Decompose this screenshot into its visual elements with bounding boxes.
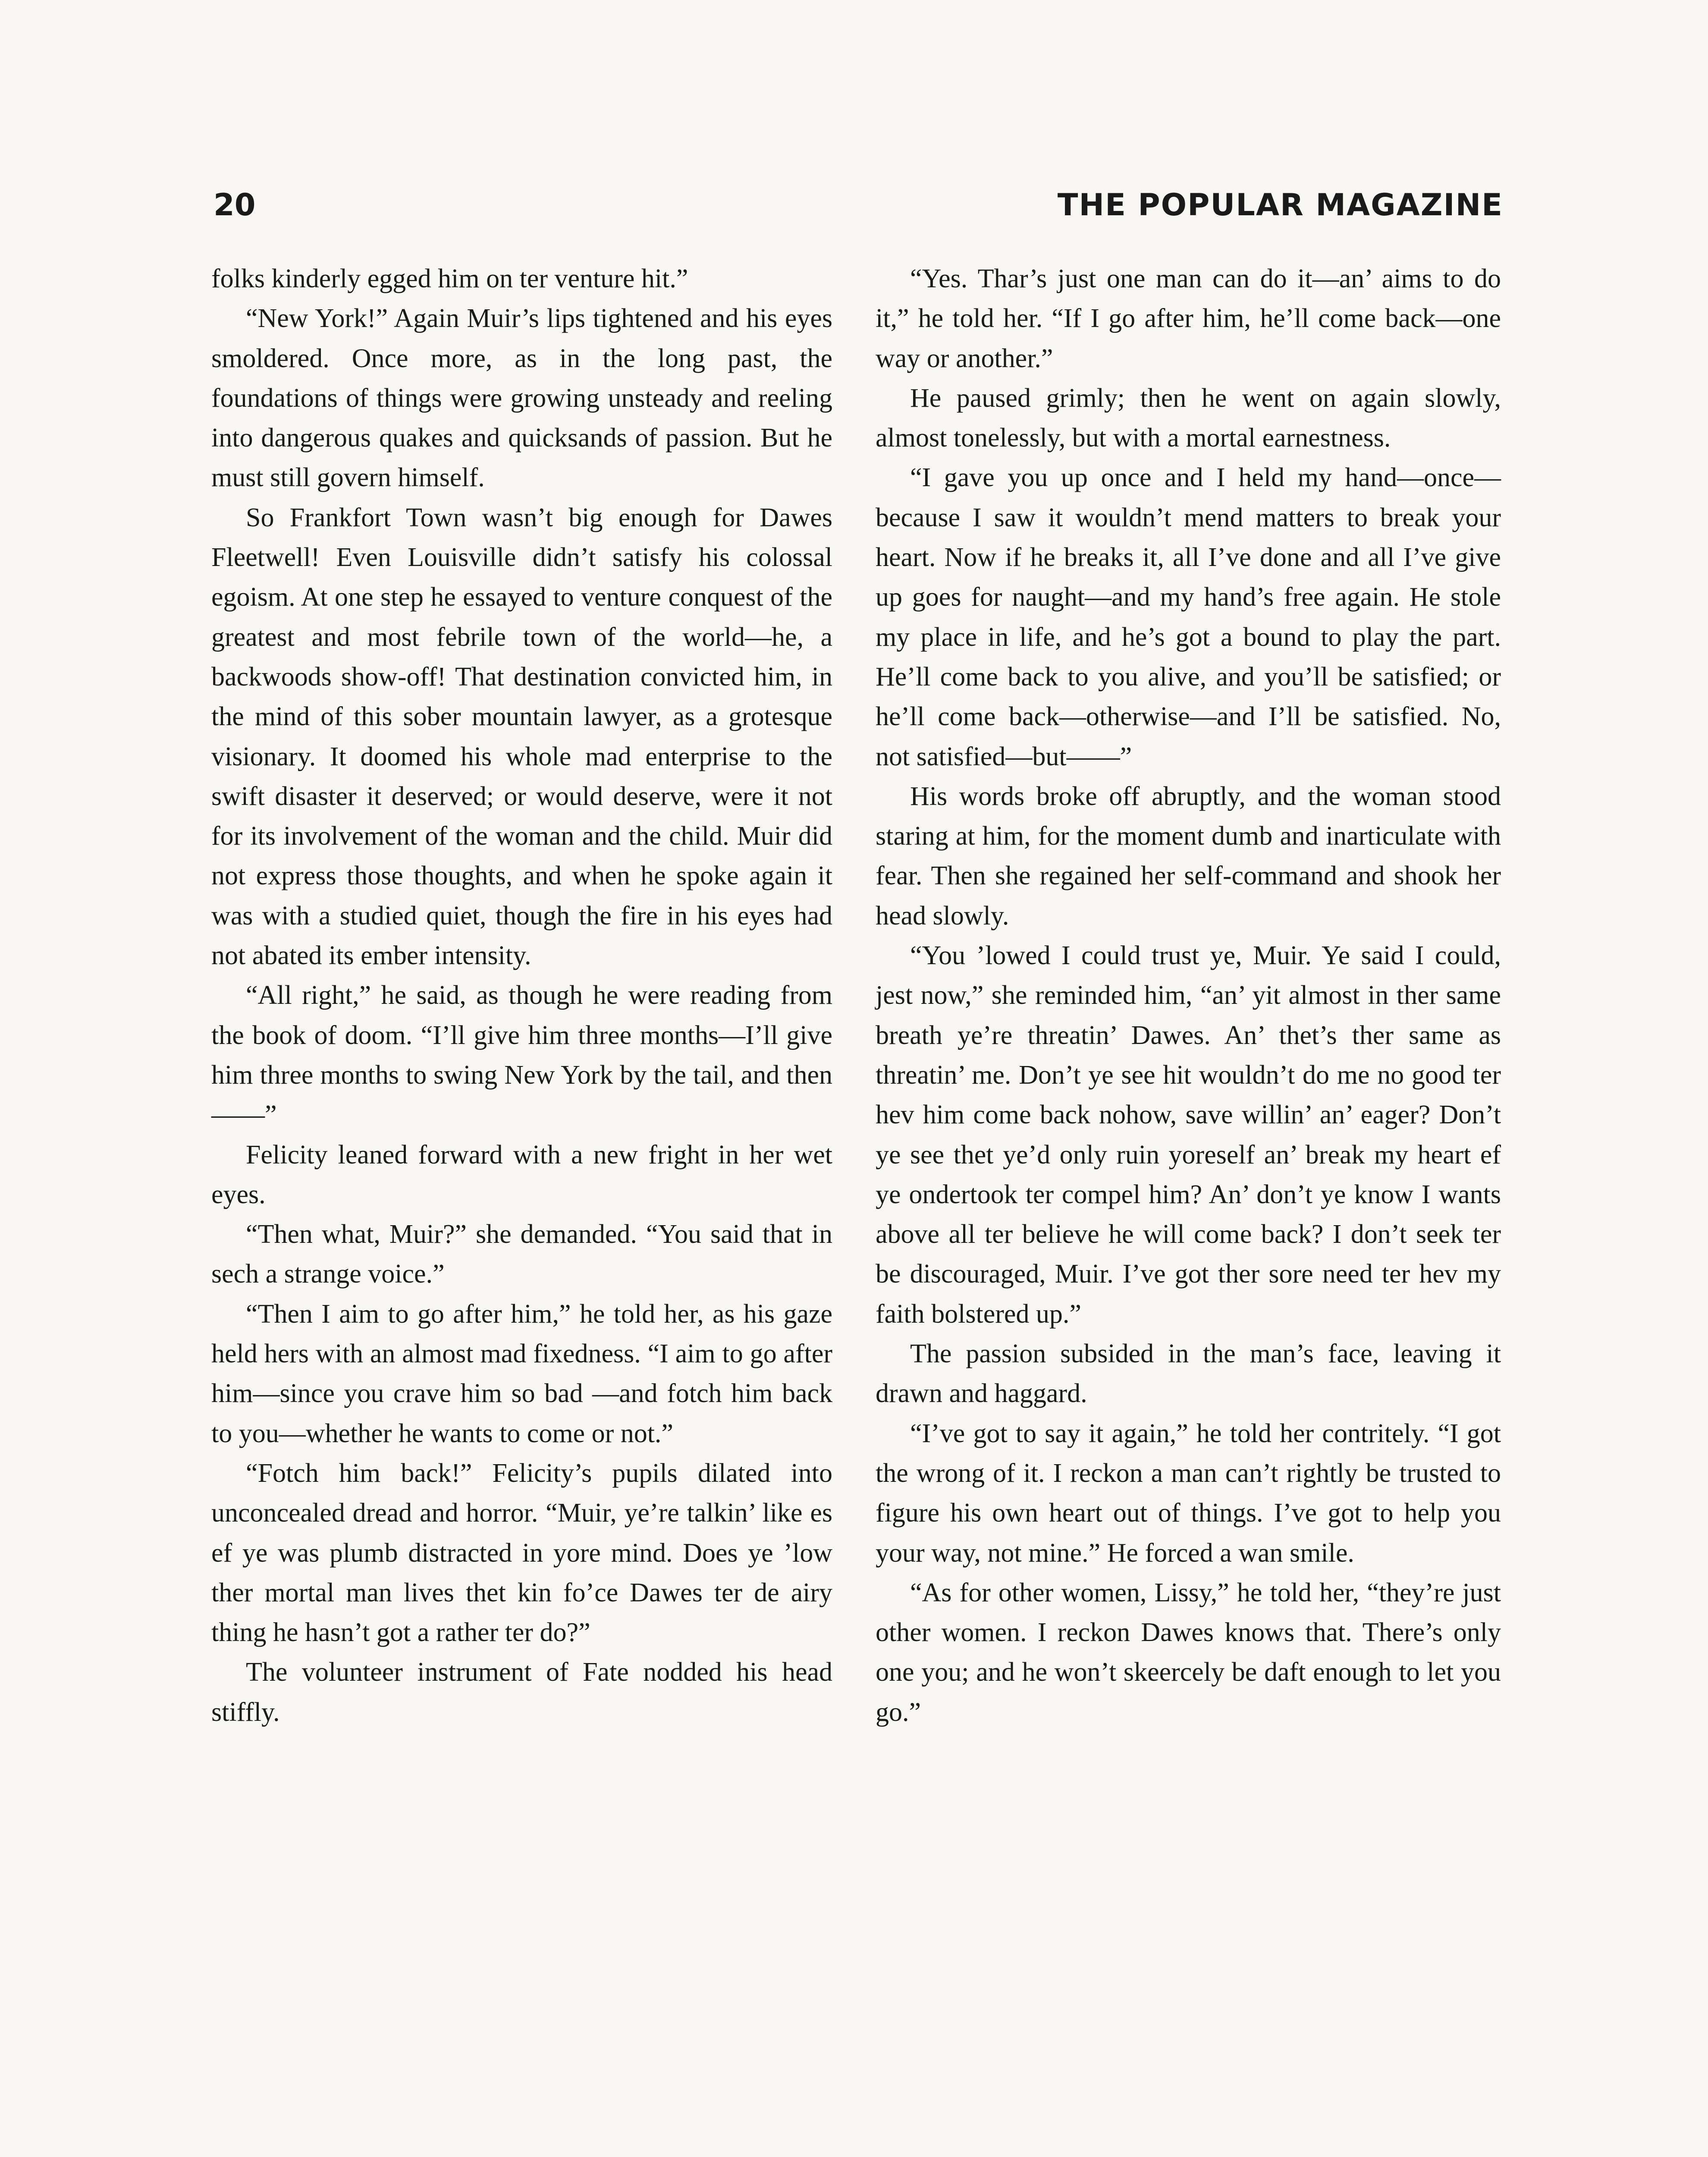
paragraph: “Fotch him back!” Felicity’s pupils dilated into unconcealed dread and horror. “Muir, ye’re talkin’ like es ef ye was plumb distracted in yore mind. Does ye ’low ther mortal man lives thet kin fo’ce Dawes ter de airy thing he hasn’t got a rather ter do?” bbox=[211, 1458, 832, 1648]
paragraph: “I’ve got to say it again,” he told her contritely. “I got the wrong of it. I reckon a man can’t rightly be trusted to figure his own heart out of things. I’ve got to help you your way, not mine.” He forced a wan smile. bbox=[876, 1418, 1501, 1568]
page-header bbox=[214, 186, 1503, 233]
paragraph: “As for other women, Lissy,” he told her, “they’re just other women. I reckon Dawes knows that. There’s only one you; and he won’t skeercely be daft enough to let you go.” bbox=[876, 1578, 1501, 1727]
paragraph: “You ’lowed I could trust ye, Muir. Ye said I could, jest now,” she reminded him, “an’ yit almost in ther same breath ye’re threatin’ Dawes. An’ thet’s ther same as threatin’ me. Don’t ye see hit wouldn’t do me no good ter hev him come back nohow, save willin’ an’ eager? Don’t ye see thet ye’d only ruin yoreself an’ break my heart ef ye ondertook ter compel him? An’ don’t ye know I wants above all ter believe he will come back? I don’t seek ter be discouraged, Muir. I’ve got ther sore need ter hev my faith bolstered up.” bbox=[876, 941, 1501, 1329]
paragraph: “Yes. Thar’s just one man can do it—an’ aims to do it,” he told her. “If I go after him, he’ll come back—one way or another.” bbox=[876, 264, 1501, 373]
paragraph: “New York!” Again Muir’s lips tightened and his eyes smoldered. Once more, as in the long past, the foundations of things were growing unsteady and reeling into dangerous quakes and quicksands of passion. But he must still govern himself. bbox=[211, 304, 832, 493]
paragraph: folks kinderly egged him on ter venture hit.” bbox=[211, 264, 688, 293]
paragraph: Felicity leaned forward with a new fright in her wet eyes. bbox=[211, 1140, 832, 1209]
magazine-title: THE POPULAR MAGAZINE bbox=[1057, 187, 1503, 223]
paragraph: The passion subsided in the man’s face, leaving it drawn and haggard. bbox=[876, 1339, 1501, 1409]
paragraph: So Frankfort Town wasn’t big enough for Dawes Fleetwell! Even Louisville didn’t satisfy his colossal egoism. At one step he essayed to venture conquest of the greatest and most febrile town of the world—he, a backwoods show-off! That destination convicted him, in the mind of this sober mountain lawyer, as a grotesque visionary. It doomed his whole mad enterprise to the swift disaster it deserved; or would deserve, were it not for its involvement of the woman and the child. Muir did not express those thoughts, and when he spoke again it was with a studied quiet, though the fire in his eyes had not abated its ember intensity. bbox=[211, 503, 832, 971]
paragraph: “I gave you up once and I held my hand—once—because I saw it wouldn’t mend matters to break your heart. Now if he breaks it, all I’ve done and all I’ve give up goes for naught—and my hand’s free again. He stole my place in life, and he’s got a bound to play the part. He’ll come back to you alive, and you’ll be satisfied; or he’ll come back—otherwise—and I’ll be satisfied. No, not satisfied—but——” bbox=[876, 463, 1501, 771]
paragraph: The volunteer instrument of Fate nodded his head stiffly. bbox=[211, 1657, 832, 1727]
paragraph: He paused grimly; then he went on again slowly, almost tonelessly, but with a mortal earnestness. bbox=[876, 383, 1501, 453]
paragraph: “All right,” he said, as though he were reading from the book of doom. “I’ll give him three months—I’ll give him three months to swing New York by the tail, and then——” bbox=[211, 981, 832, 1130]
left-text-column bbox=[211, 259, 832, 1732]
paragraph: “Then I aim to go after him,” he told her, as his gaze held hers with an almost mad fixedness. “I aim to go after him—since you crave him so bad —and fotch him back to you—whether he wants to come or not.” bbox=[211, 1299, 832, 1448]
paragraph: “Then what, Muir?” she demanded. “You said that in sech a strange voice.” bbox=[211, 1220, 832, 1289]
page-number: 20 bbox=[214, 187, 256, 223]
right-text-column bbox=[876, 259, 1501, 1732]
paragraph: His words broke off abruptly, and the woman stood staring at him, for the moment dumb and inarticulate with fear. Then she regained her self-command and shook her head slowly. bbox=[876, 781, 1501, 931]
